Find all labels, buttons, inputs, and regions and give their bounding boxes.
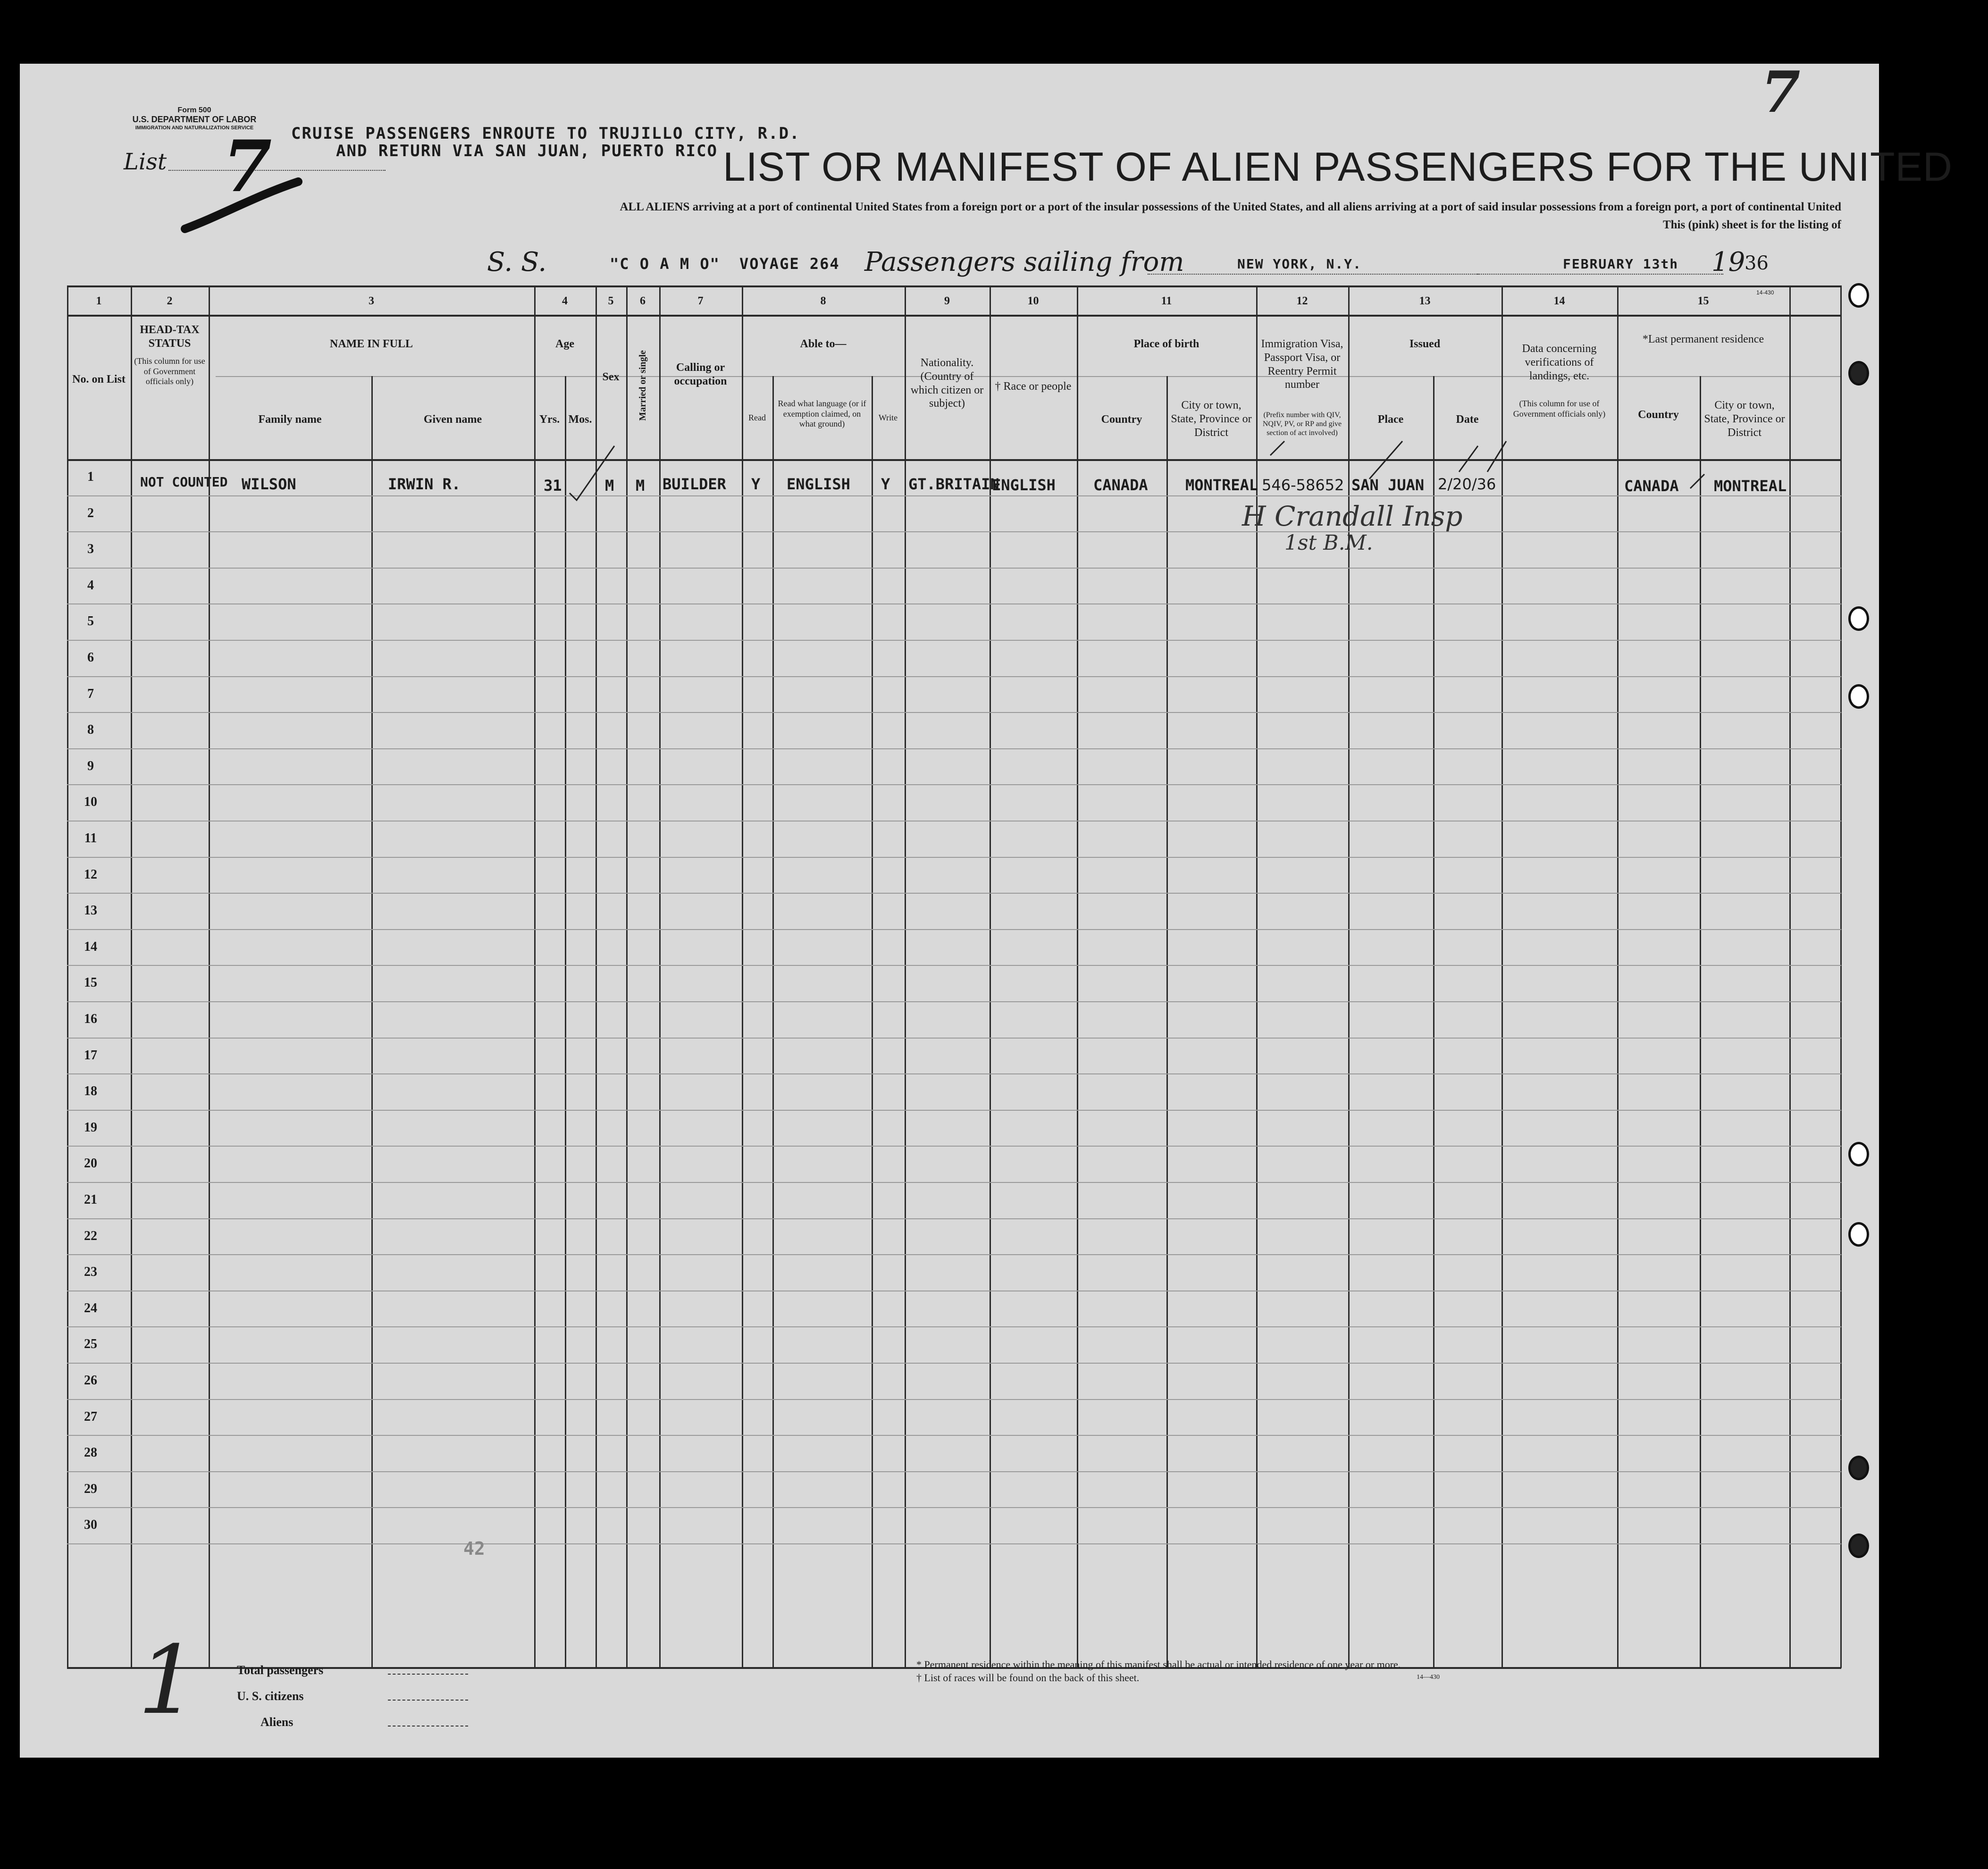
footnote-permanent-residence: * Permanent residence within the meaning of this manifest shall be actual or intended residence of one year or more. <box>916 1659 1401 1670</box>
departure-date: FEBRUARY 13th <box>1563 256 1679 272</box>
header-family-name: Family name <box>258 413 322 426</box>
instruction-line-2: This (pink) sheet is for the listing of <box>1662 218 1841 231</box>
footnote-race-list: † List of races will be found on the back of this sheet. <box>916 1672 1140 1684</box>
row-number: 22 <box>84 1228 97 1243</box>
cell-marital: M <box>636 477 645 494</box>
header-read-what: Read what language (or if exemption claimed, on what ground) <box>778 399 866 429</box>
header-head-tax: HEAD-TAX STATUS <box>140 324 200 350</box>
date-underline <box>1478 274 1723 275</box>
col-divider <box>565 376 566 1668</box>
header-age-mos: Mos. <box>568 413 592 426</box>
header-visa: Immigration Visa, Passport Visa, or Reentry Permit number <box>1261 338 1343 391</box>
cruise-note-line1: CRUISE PASSENGERS ENROUTE TO TRUJILLO CITY, R.D. <box>291 124 800 143</box>
stamp-number: 42 <box>463 1538 485 1559</box>
voyage-number: VOYAGE 264 <box>739 255 840 273</box>
cell-birth-country: CANADA <box>1093 476 1148 494</box>
list-number: 7 <box>223 125 272 208</box>
row-rule <box>67 1471 1841 1472</box>
row-number: 19 <box>84 1120 97 1135</box>
column-number: 2 <box>167 295 173 307</box>
cell-head-tax: NOT COUNTED <box>140 474 228 490</box>
row-number: 9 <box>87 758 94 773</box>
list-number-stroke <box>180 177 303 234</box>
row-rule <box>67 1399 1841 1400</box>
cell-issued-date: 2/20/36 <box>1438 475 1496 493</box>
departure-port: NEW YORK, N.Y. <box>1237 256 1362 272</box>
year-prefix: 19 <box>1711 247 1745 277</box>
instruction-line-1: ALL ALIENS arriving at a port of continental United States from a foreign port or a port of the insular possessions of the United States, and all aliens arriving at a port of said insular possessions from a foreign port, a port of continental United <box>620 201 1841 213</box>
aliens-line <box>388 1726 468 1727</box>
col-divider <box>872 376 873 1668</box>
header-birth-city: City or town, State, Province or District <box>1171 399 1252 439</box>
punch-hole <box>1848 684 1869 709</box>
aliens-label: Aliens <box>260 1715 294 1729</box>
row-rule <box>67 929 1841 930</box>
row-number: 17 <box>84 1048 97 1063</box>
header-given-name: Given name <box>423 413 482 426</box>
cell-given-name: IRWIN R. <box>388 475 461 493</box>
header-write: Write <box>878 413 898 422</box>
us-citizens-label: U. S. citizens <box>237 1689 304 1703</box>
cell-write: Y <box>881 475 890 493</box>
row-rule <box>67 676 1841 677</box>
header-res-country: Country <box>1638 409 1679 421</box>
header-res-city: City or town, State, Province or District <box>1704 399 1785 439</box>
row-number: 18 <box>84 1084 97 1099</box>
col-divider <box>1166 376 1168 1668</box>
row-number: 15 <box>84 975 97 990</box>
header-place-of-birth: Place of birth <box>1133 338 1200 350</box>
header-birth-country: Country <box>1101 413 1142 426</box>
row-rule <box>67 1110 1841 1111</box>
row-rule <box>67 965 1841 966</box>
row-number: 1 <box>87 469 94 484</box>
punch-hole <box>1848 606 1869 631</box>
header-age-yrs: Yrs. <box>539 413 560 426</box>
corner-list-number: 7 <box>1761 59 1801 126</box>
header-visa-note: (Prefix number with QIV, NQIV, PV, or RP and give section of act involved) <box>1262 411 1342 437</box>
header-age: Age <box>555 338 574 350</box>
row-rule <box>67 1507 1841 1508</box>
col-divider <box>371 376 373 1668</box>
row-rule <box>67 603 1841 604</box>
row-rule <box>67 1038 1841 1039</box>
row-number: 7 <box>87 686 94 701</box>
row-number: 14 <box>84 939 97 954</box>
row-number: 24 <box>84 1300 97 1316</box>
row-rule <box>67 784 1841 785</box>
punch-hole <box>1848 1222 1869 1247</box>
ship-name: "C O A M O" <box>610 255 720 273</box>
form-code-top: 14-430 <box>1756 289 1774 296</box>
col-divider <box>1700 376 1701 1668</box>
header-race: † Race or people <box>995 380 1072 393</box>
header-nationality: Nationality. (Country of which citizen or subject) <box>910 357 984 410</box>
cell-occupation: BUILDER <box>663 475 726 493</box>
column-number: 10 <box>1027 295 1039 307</box>
row-number: 13 <box>84 903 97 918</box>
sailing-label: Passengers sailing from <box>864 247 1184 277</box>
header-read: Read <box>748 413 766 422</box>
header-head-tax-note: (This column for use of Government officials only) <box>134 356 205 386</box>
header-issued-date: Date <box>1456 413 1479 426</box>
row-rule <box>67 1182 1841 1183</box>
row-number: 25 <box>84 1337 97 1352</box>
cell-age-yrs: 31 <box>544 477 562 494</box>
column-number: 15 <box>1697 295 1709 307</box>
service-name: IMMIGRATION AND NATURALIZATION SERVICE <box>135 125 254 131</box>
row-number: 26 <box>84 1373 97 1388</box>
us-citizens-line <box>388 1700 468 1701</box>
punch-hole <box>1848 283 1869 308</box>
row-number: 27 <box>84 1409 97 1424</box>
header-name-in-full: NAME IN FULL <box>329 338 413 350</box>
manifest-title: LIST OR MANIFEST OF ALIEN PASSENGERS FOR THE UNITED <box>723 144 1953 190</box>
column-number: 6 <box>640 295 646 307</box>
header-able-to: Able to— <box>800 338 847 350</box>
header-married: Married or single <box>638 350 648 421</box>
column-number: 9 <box>944 295 950 307</box>
row-number: 21 <box>84 1192 97 1207</box>
inspector-signature: H Crandall Insp <box>1242 500 1463 532</box>
header-data-note: (This column for use of Government officials only) <box>1513 399 1606 419</box>
row-number: 4 <box>87 578 94 593</box>
punch-hole <box>1848 1142 1869 1166</box>
row-number: 10 <box>84 795 97 810</box>
row-rule <box>67 1218 1841 1219</box>
column-number: 3 <box>369 295 374 307</box>
row-number: 16 <box>84 1012 97 1026</box>
row-number: 11 <box>84 831 97 846</box>
cell-issued-place: SAN JUAN <box>1351 476 1425 494</box>
checkmark-strokes <box>67 285 1841 569</box>
row-number: 23 <box>84 1265 97 1280</box>
column-number: 8 <box>820 295 826 307</box>
cell-birth-city: MONTREAL <box>1185 476 1258 494</box>
department-name: U.S. DEPARTMENT OF LABOR <box>132 115 257 124</box>
punch-hole <box>1848 361 1869 386</box>
row-rule <box>67 640 1841 641</box>
row-rule <box>67 1254 1841 1255</box>
cell-nationality: GT.BRITAIN <box>908 475 999 493</box>
row-rule <box>67 1146 1841 1147</box>
row-rule <box>67 712 1841 713</box>
row-rule <box>67 1543 1841 1544</box>
column-number: 4 <box>562 295 568 307</box>
row-rule <box>67 857 1841 858</box>
header-sex: Sex <box>602 371 620 383</box>
row-number: 29 <box>84 1481 97 1496</box>
row-number: 8 <box>87 722 94 738</box>
list-label: List <box>124 149 167 175</box>
column-number: 1 <box>96 295 102 307</box>
column-number: 12 <box>1296 295 1308 307</box>
header-last-residence: *Last permanent residence <box>1642 333 1764 345</box>
cell-res-country: CANADA <box>1624 477 1679 495</box>
column-number: 7 <box>697 295 704 307</box>
port-underline <box>1148 274 1478 275</box>
row-rule <box>67 893 1841 894</box>
row-rule <box>67 1435 1841 1436</box>
header-issued: Issued <box>1409 338 1441 350</box>
row-number: 2 <box>87 505 94 520</box>
cell-sex: M <box>605 477 614 494</box>
form-number: Form 500 <box>177 106 211 114</box>
row-rule <box>67 1363 1841 1364</box>
row-number: 6 <box>87 650 94 665</box>
row-rule <box>67 1073 1841 1074</box>
handwritten-total: 1 <box>138 1626 198 1735</box>
row-number: 20 <box>84 1156 97 1171</box>
cell-read: Y <box>751 475 761 493</box>
column-number: 13 <box>1419 295 1431 307</box>
cell-language: ENGLISH <box>787 475 850 493</box>
col-divider <box>772 376 774 1668</box>
column-number: 5 <box>608 295 614 307</box>
row-number: 5 <box>87 614 94 629</box>
punch-hole <box>1848 1456 1869 1480</box>
punch-hole <box>1848 1534 1869 1558</box>
total-passengers-label: Total passengers <box>237 1663 324 1677</box>
year-suffix: 36 <box>1745 252 1769 274</box>
header-no-on-list: No. on List <box>72 373 126 386</box>
header-calling: Calling or occupation <box>674 361 727 387</box>
column-number: 11 <box>1161 295 1172 307</box>
cell-race: ENGLISH <box>992 476 1056 494</box>
manifest-sheet <box>20 59 1953 1758</box>
header-data-concerning: Data concerning verifications of landings, etc. <box>1522 343 1597 382</box>
header-issued-place: Place <box>1377 413 1404 426</box>
row-rule <box>67 748 1841 749</box>
ss-label: S. S. <box>487 247 547 277</box>
cruise-note-line2: AND RETURN VIA SAN JUAN, PUERTO RICO <box>336 142 718 160</box>
row-number: 30 <box>84 1517 97 1533</box>
cell-family-name: WILSON <box>242 475 296 493</box>
column-number: 14 <box>1553 295 1565 307</box>
row-number: 12 <box>84 867 97 882</box>
total-passengers-line <box>388 1674 468 1675</box>
list-number-underline <box>168 170 386 171</box>
manifest-table <box>67 285 1841 1668</box>
cell-res-city: MONTREAL <box>1714 477 1787 495</box>
row-rule <box>67 1001 1841 1002</box>
form-code-bottom: 14—430 <box>1417 1674 1440 1681</box>
row-number: 28 <box>84 1445 97 1460</box>
inspector-note: 1st B.M. <box>1284 531 1373 555</box>
col-divider <box>1433 376 1434 1668</box>
row-number: 3 <box>87 542 94 557</box>
row-rule <box>67 1326 1841 1327</box>
cell-visa: 546-58652 <box>1262 476 1344 494</box>
